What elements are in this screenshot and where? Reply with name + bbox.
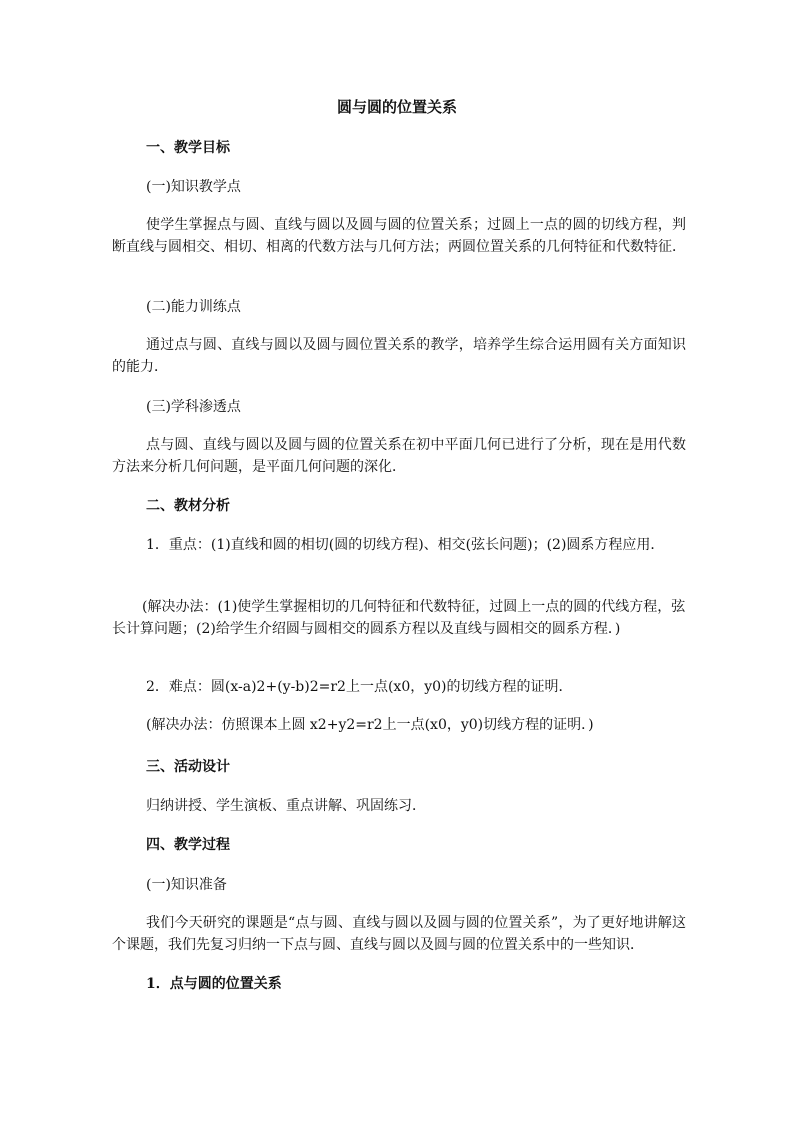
paragraph-key-points: 1．重点：(1)直线和圆的相切(圆的切线方程)、相交(弦长问题)；(2)圆系方程应用． — [146, 537, 665, 553]
subheading-preparation: (一)知识准备 — [146, 877, 227, 893]
paragraph-solution-2: (解决办法：仿照课本上圆 x2+y2=r2上一点(x0，y0)切线方程的证明．) — [146, 717, 594, 733]
paragraph-solution-1: (解决办法：(1)使学生掌握相切的几何特征和代数特征，过圆上一点的圆的代线方程，弦长计算问题；(2)给学生介绍圆与圆相交的圆系方程以及直线与圆相交的圆系方程．) — [112, 599, 686, 637]
subheading-subject: (三)学科渗透点 — [146, 399, 241, 415]
page-title: 圆与圆的位置关系 — [336, 98, 457, 116]
paragraph-subject: 点与圆、直线与圆以及圆与圆的位置关系在初中平面几何已进行了分析，现在是用代数方法来分析几何问题，是平面几何问题的深化． — [112, 437, 686, 475]
paragraph-knowledge: 使学生掌握点与圆、直线与圆以及圆与圆的位置关系；过圆上一点的圆的切线方程，判断直线与圆相交、相切、相离的代数方法与几何方法；两圆位置关系的几何特征和代数特征． — [112, 217, 686, 255]
paragraph-preparation: 我们今天研究的课题是“点与圆、直线与圆以及圆与圆的位置关系”，为了更好地讲解这个课题，我们先复习归纳一下点与圆、直线与圆以及圆与圆的位置关系中的一些知识． — [112, 915, 686, 953]
paragraph-difficulty: 2．难点：圆(x-a)2+(y-b)2=r2上一点(x0，y0)的切线方程的证明． — [146, 679, 573, 695]
section-heading-activities: 三、活动设计 — [146, 759, 230, 775]
section-heading-objectives: 一、教学目标 — [146, 140, 230, 156]
subheading-point-circle: 1．点与圆的位置关系 — [146, 976, 282, 992]
subheading-knowledge: (一)知识教学点 — [146, 179, 241, 195]
paragraph-ability: 通过点与圆、直线与圆以及圆与圆位置关系的教学，培养学生综合运用圆有关方面知识的能力． — [112, 337, 686, 375]
subheading-ability: (二)能力训练点 — [146, 299, 241, 315]
section-heading-materials: 二、教材分析 — [146, 498, 230, 514]
paragraph-activities: 归纳讲授、学生演板、重点讲解、巩固练习． — [146, 798, 426, 814]
section-heading-process: 四、教学过程 — [146, 837, 230, 853]
